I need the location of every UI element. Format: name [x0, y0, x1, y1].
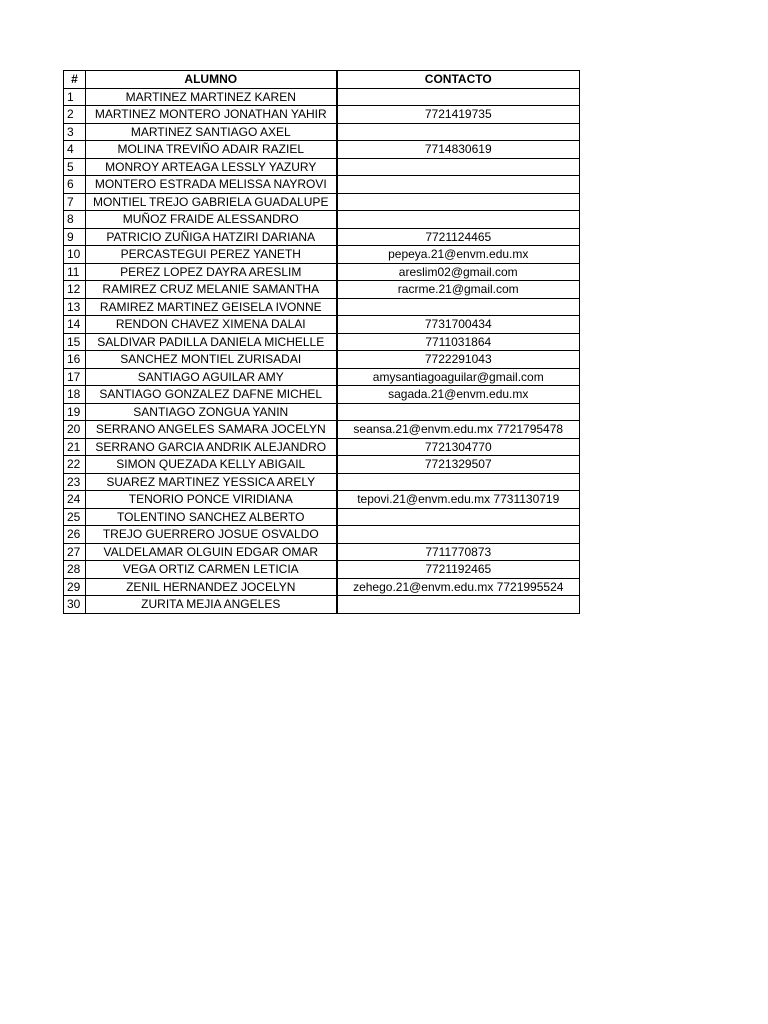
student-contact: [337, 596, 580, 614]
header-row: [64, 71, 580, 89]
table-row: [64, 368, 580, 386]
student-name: TENORIO PONCE VIRIDIANA: [86, 491, 337, 509]
row-number: 24: [64, 491, 86, 509]
student-contact: 7721192465: [337, 561, 580, 579]
row-number: 29: [64, 578, 86, 596]
student-name: MUÑOZ FRAIDE ALESSANDRO: [86, 211, 337, 229]
student-contact: 7721329507: [337, 456, 580, 474]
table-row: [64, 141, 580, 159]
row-number: 6: [64, 176, 86, 194]
table-row: [64, 456, 580, 474]
student-name: RAMIREZ MARTINEZ GEISELA IVONNE: [86, 298, 337, 316]
row-number: 20: [64, 421, 86, 439]
table-row: [64, 193, 580, 211]
table-row: [64, 158, 580, 176]
student-contact: [337, 176, 580, 194]
row-number: 28: [64, 561, 86, 579]
row-number: 12: [64, 281, 86, 299]
table-row: [64, 596, 580, 614]
student-name: PERCASTEGUI PEREZ YANETH: [86, 246, 337, 264]
row-number: 27: [64, 543, 86, 561]
table-row: [64, 421, 580, 439]
row-number: 8: [64, 211, 86, 229]
student-name: SALDIVAR PADILLA DANIELA MICHELLE: [86, 333, 337, 351]
student-name: ZURITA MEJIA ANGELES: [86, 596, 337, 614]
header-number: #: [64, 71, 86, 89]
row-number: 2: [64, 106, 86, 124]
row-number: 11: [64, 263, 86, 281]
row-number: 13: [64, 298, 86, 316]
student-name: MOLINA TREVIÑO ADAIR RAZIEL: [86, 141, 337, 159]
row-number: 22: [64, 456, 86, 474]
row-number: 21: [64, 438, 86, 456]
row-number: 5: [64, 158, 86, 176]
row-number: 25: [64, 508, 86, 526]
student-contact: [337, 508, 580, 526]
student-name: SANCHEZ MONTIEL ZURISADAI: [86, 351, 337, 369]
table-row: [64, 246, 580, 264]
student-contact: seansa.21@envm.edu.mx 7721795478: [337, 421, 580, 439]
student-name: SANTIAGO AGUILAR AMY: [86, 368, 337, 386]
row-number: 1: [64, 88, 86, 106]
table-row: [64, 578, 580, 596]
student-contact: 7721304770: [337, 438, 580, 456]
student-contact: tepovi.21@envm.edu.mx 7731130719: [337, 491, 580, 509]
student-name: ZENIL HERNANDEZ JOCELYN: [86, 578, 337, 596]
student-contact: 7731700434: [337, 316, 580, 334]
student-contact: [337, 526, 580, 544]
student-name: MARTINEZ MONTERO JONATHAN YAHIR: [86, 106, 337, 124]
table-row: [64, 263, 580, 281]
row-number: 18: [64, 386, 86, 404]
student-name: MONTERO ESTRADA MELISSA NAYROVI: [86, 176, 337, 194]
student-name: SANTIAGO GONZALEZ DAFNE MICHEL: [86, 386, 337, 404]
student-contact: 7721419735: [337, 106, 580, 124]
student-contact: [337, 211, 580, 229]
table-row: [64, 403, 580, 421]
student-name: MONTIEL TREJO GABRIELA GUADALUPE: [86, 193, 337, 211]
table-row: [64, 281, 580, 299]
student-contact: [337, 158, 580, 176]
row-number: 7: [64, 193, 86, 211]
row-number: 14: [64, 316, 86, 334]
student-contact: amysantiagoaguilar@gmail.com: [337, 368, 580, 386]
student-name: TOLENTINO SANCHEZ ALBERTO: [86, 508, 337, 526]
table-row: [64, 561, 580, 579]
student-name: SIMON QUEZADA KELLY ABIGAIL: [86, 456, 337, 474]
student-contact: [337, 298, 580, 316]
student-contact: [337, 123, 580, 141]
student-contact: [337, 403, 580, 421]
row-number: 17: [64, 368, 86, 386]
table-row: [64, 211, 580, 229]
student-name: SANTIAGO ZONGUA YANIN: [86, 403, 337, 421]
row-number: 16: [64, 351, 86, 369]
table-row: [64, 508, 580, 526]
student-name: RAMIREZ CRUZ MELANIE SAMANTHA: [86, 281, 337, 299]
table-row: [64, 228, 580, 246]
table-row: [64, 333, 580, 351]
table-row: [64, 491, 580, 509]
student-contact: areslim02@gmail.com: [337, 263, 580, 281]
student-contact: 7711770873: [337, 543, 580, 561]
student-contact-table: [63, 70, 580, 614]
student-name: TREJO GUERRERO JOSUE OSVALDO: [86, 526, 337, 544]
row-number: 3: [64, 123, 86, 141]
table-row: [64, 351, 580, 369]
student-name: MARTINEZ SANTIAGO AXEL: [86, 123, 337, 141]
student-name: SERRANO GARCIA ANDRIK ALEJANDRO: [86, 438, 337, 456]
student-name: VEGA ORTIZ CARMEN LETICIA: [86, 561, 337, 579]
table-row: [64, 386, 580, 404]
student-contact: zehego.21@envm.edu.mx 7721995524: [337, 578, 580, 596]
table-row: [64, 526, 580, 544]
student-name: VALDELAMAR OLGUIN EDGAR OMAR: [86, 543, 337, 561]
student-contact: 7711031864: [337, 333, 580, 351]
student-name: MARTINEZ MARTINEZ KAREN: [86, 88, 337, 106]
row-number: 23: [64, 473, 86, 491]
table-row: [64, 316, 580, 334]
row-number: 30: [64, 596, 86, 614]
student-contact: sagada.21@envm.edu.mx: [337, 386, 580, 404]
student-contact: racrme.21@gmail.com: [337, 281, 580, 299]
table-row: [64, 543, 580, 561]
student-contact: pepeya.21@envm.edu.mx: [337, 246, 580, 264]
student-contact: [337, 473, 580, 491]
row-number: 9: [64, 228, 86, 246]
header-student: ALUMNO: [86, 71, 337, 89]
student-name: MONROY ARTEAGA LESSLY YAZURY: [86, 158, 337, 176]
student-name: SUAREZ MARTINEZ YESSICA ARELY: [86, 473, 337, 491]
table-row: [64, 106, 580, 124]
student-contact: [337, 193, 580, 211]
table-row: [64, 298, 580, 316]
table-row: [64, 473, 580, 491]
table-row: [64, 88, 580, 106]
table-row: [64, 123, 580, 141]
student-name: SERRANO ANGELES SAMARA JOCELYN: [86, 421, 337, 439]
header-contact: CONTACTO: [337, 71, 580, 89]
table-row: [64, 438, 580, 456]
row-number: 4: [64, 141, 86, 159]
row-number: 15: [64, 333, 86, 351]
student-name: PATRICIO ZUÑIGA HATZIRI DARIANA: [86, 228, 337, 246]
table-row: [64, 176, 580, 194]
student-contact: 7721124465: [337, 228, 580, 246]
student-name: PEREZ LOPEZ DAYRA ARESLIM: [86, 263, 337, 281]
row-number: 10: [64, 246, 86, 264]
student-contact: [337, 88, 580, 106]
row-number: 19: [64, 403, 86, 421]
student-contact: 7722291043: [337, 351, 580, 369]
row-number: 26: [64, 526, 86, 544]
student-name: RENDON CHAVEZ XIMENA DALAI: [86, 316, 337, 334]
student-contact: 7714830619: [337, 141, 580, 159]
